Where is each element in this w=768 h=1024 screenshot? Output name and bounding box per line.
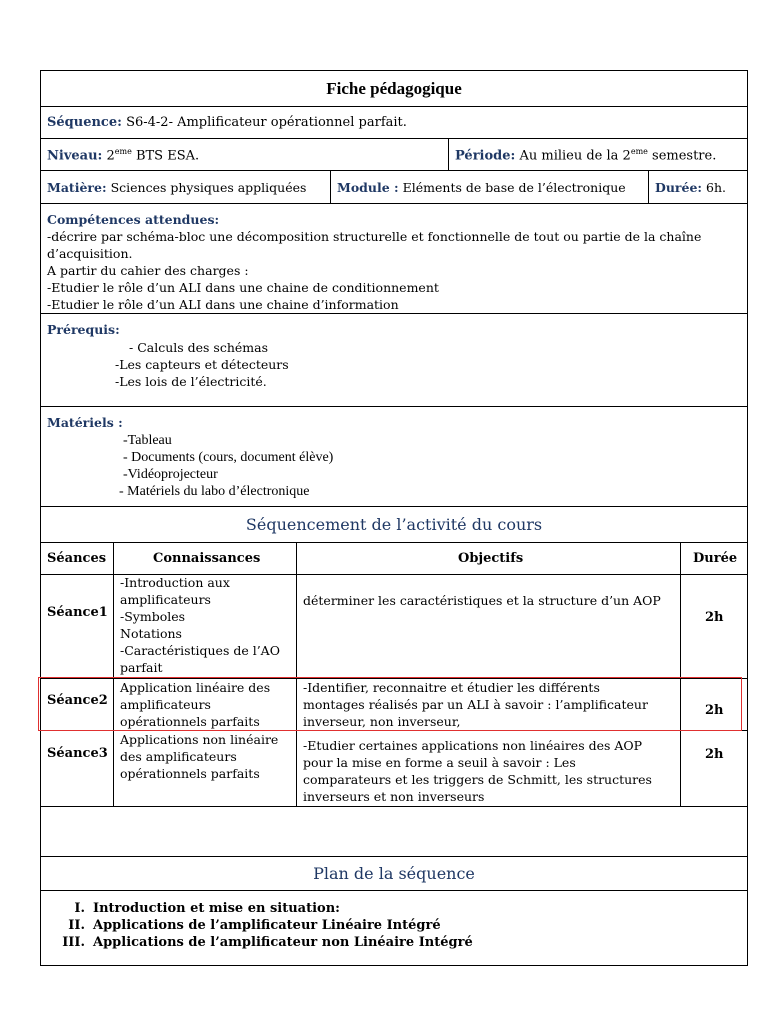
table-header-row [41,543,747,575]
objectif-line: déterminer les caractéristiques et la structure d’un AOP [303,593,661,608]
seance2-highlight-box [38,677,742,731]
connaissance-line: -Caractéristiques de l’AO [120,643,280,658]
objectif-line: montages réalisés par un ALI à savoir : l’amplificateur [303,697,648,712]
competences-section [41,204,747,314]
prerequis-section [41,314,747,407]
materiel-item: - Documents (cours, document élève) [123,450,334,465]
duree-label: Durée: [655,180,703,195]
module-value: Eléments de base de l’électronique [402,180,626,195]
header-seances: Séances [47,551,107,566]
niveau-value-post: BTS ESA. [135,148,200,164]
duree-cell [655,180,726,195]
niveau-cell [47,147,199,163]
plan-item-number: I. [74,901,85,916]
niveau-value-sup: eme [114,147,132,156]
duree-value: 2h [705,610,724,625]
matiere-label: Matière: [47,180,107,195]
table-row [41,575,747,679]
connaissance-line: Applications non linéaire [120,732,279,747]
matiere-divider [330,171,331,203]
competence-line: -décrire par schéma-bloc une décomposition structurelle et fonctionnelle de tout ou partie de la chaîne [47,229,702,244]
plan-item-text: Applications de l’amplificateur Linéaire Intégré [93,918,441,933]
periode-cell [455,147,716,163]
header-connaissances: Connaissances [153,551,261,566]
empty-row [41,807,747,857]
prerequis-item: - Calculs des schémas [129,340,269,355]
plan-item-text: Applications de l’amplificateur non Linéaire Intégré [93,935,473,950]
table-row [41,731,747,807]
niveau-divider [448,139,449,170]
materiels-label: Matériels : [47,415,123,430]
materiel-item: - Matériels du labo d’électronique [119,484,310,499]
niveau-periode-row [41,139,747,171]
objectif-line: -Identifier, reconnaitre et étudier les différents [303,680,600,695]
sequencement-title-row [41,507,747,543]
module-divider [648,171,649,203]
niveau-label: Niveau: [47,148,103,164]
connaissance-line: Notations [120,626,182,641]
competences-label: Compétences attendues: [47,212,220,227]
pedagogical-sheet [40,70,748,966]
duree-value: 6h. [706,180,727,195]
competence-line: A partir du cahier des charges : [47,263,249,278]
matiere-cell [47,180,306,195]
periode-value-pre: Au milieu de la 2 [519,148,631,164]
plan-item-number: III. [62,935,85,950]
objectif-line: pour la mise en forme a seuil à savoir : Les [303,755,576,770]
sequencement-title: Séquencement de l’activité du cours [245,515,543,534]
plan-title: Plan de la séquence [313,864,475,883]
objectif-line: inverseurs et non inverseurs [303,789,485,804]
duree-value: 2h [705,703,724,718]
connaissance-line: parfait [120,660,163,675]
objectif-line: inverseur, non inverseur, [303,714,461,729]
plan-item [45,917,473,934]
prerequis-item: -Les lois de l’électricité. [115,374,267,389]
periode-value-post: semestre. [652,148,717,164]
duree-value: 2h [705,747,724,762]
header-objectifs: Objectifs [458,551,524,566]
sequence-label: Séquence: [47,115,122,130]
materiels-section [41,407,747,507]
periode-label: Période: [455,148,516,164]
objectif-line: comparateurs et les triggers de Schmitt, les structures [303,772,652,787]
niveau-value-pre: 2 [106,148,115,164]
plan-item-number: II. [68,918,85,933]
competence-line: d’acquisition. [47,246,133,261]
sheet-title-text: Fiche pédagogique [326,78,462,98]
materiel-item: -Vidéoprojecteur [123,467,218,482]
header-duree: Durée [693,551,738,566]
connaissance-line: Application linéaire des [120,680,271,695]
module-label: Module : [337,180,399,195]
sequence-value: S6-4-2- Amplificateur opérationnel parfait. [126,115,407,130]
periode-value-sup: eme [630,147,648,156]
connaissance-line: des amplificateurs [120,749,237,764]
matiere-value: Sciences physiques appliquées [110,180,307,195]
plan-item [45,934,473,951]
seance-label: Séance1 [47,605,108,620]
connaissance-line: amplificateurs [120,697,211,712]
plan-item-text: Introduction et mise en situation: [93,901,340,916]
connaissance-line: opérationnels parfaits [120,714,260,729]
objectif-line: -Etudier certaines applications non linéaires des AOP [303,738,643,753]
matiere-row [41,171,747,204]
connaissance-line: amplificateurs [120,592,211,607]
module-cell [337,180,626,195]
connaissance-line: opérationnels parfaits [120,766,260,781]
plan-list [45,900,473,951]
competence-line: -Etudier le rôle d’un ALI dans une chaine de conditionnement [47,280,439,295]
sheet-title [41,71,747,107]
plan-item [45,900,473,917]
connaissance-line: -Introduction aux [120,575,230,590]
connaissance-line: -Symboles [120,609,186,624]
prerequis-item: -Les capteurs et détecteurs [115,357,289,372]
plan-section [41,891,747,965]
seance-label: Séance3 [47,746,108,761]
seance-label: Séance2 [47,693,108,708]
prerequis-label: Prérequis: [47,322,120,337]
materiel-item: -Tableau [123,433,172,448]
sequence-row [41,107,747,139]
plan-title-row [41,857,747,891]
competence-line: -Etudier le rôle d’un ALI dans une chaine d’information [47,297,399,312]
